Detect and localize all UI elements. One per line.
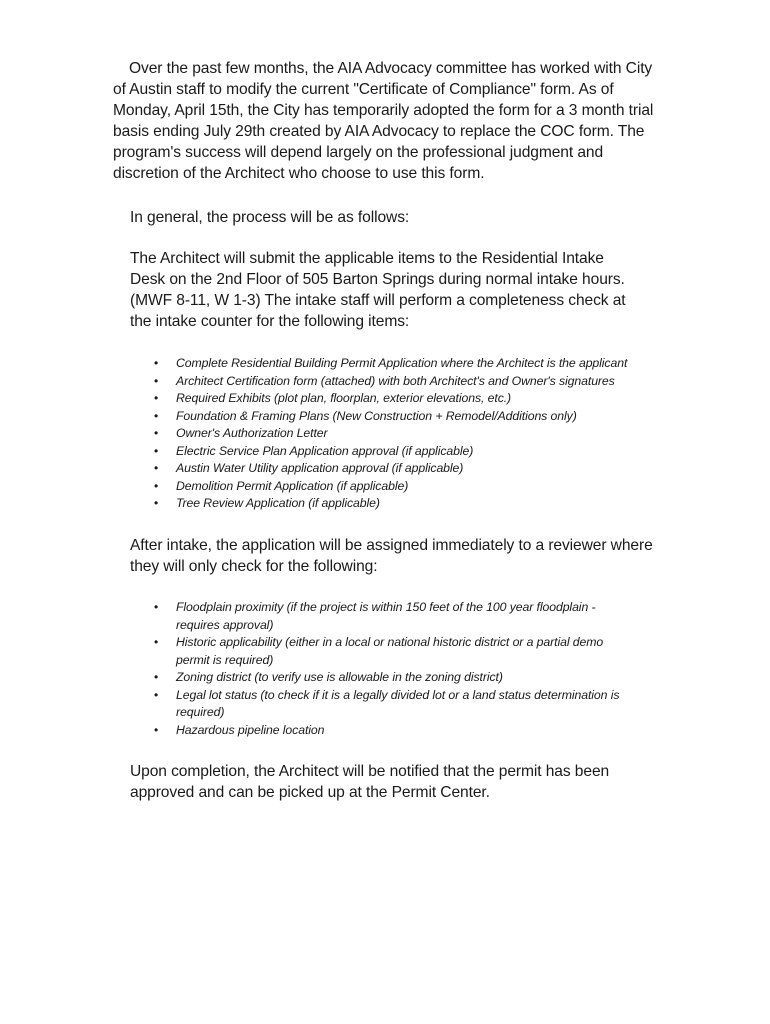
review-items-list: [154, 599, 634, 739]
list-item-text: Owner's Authorization Letter: [176, 426, 328, 440]
list-item-text: Austin Water Utility application approval (if applicable): [176, 461, 464, 475]
bullet-icon: •: [154, 635, 159, 649]
list-item: [154, 425, 674, 443]
list-item: [154, 478, 674, 496]
bullet-icon: •: [154, 600, 159, 614]
list-item-text: Required Exhibits (plot plan, floorplan, exterior elevations, etc.): [176, 391, 512, 405]
bullet-icon: •: [154, 496, 159, 510]
intake-items-list: [154, 355, 674, 513]
list-item-text: Hazardous pipeline location: [176, 722, 325, 737]
bullet-icon: •: [154, 391, 159, 405]
list-item: [154, 669, 634, 687]
list-item: [154, 355, 674, 373]
list-item: [154, 373, 674, 391]
list-item-text: Demolition Permit Application (if applicable): [176, 478, 409, 493]
bullet-icon: •: [154, 478, 159, 493]
completion-paragraph: Upon completion, the Architect will be notified that the permit has been approved and can be picked up at the Permit Center.: [130, 763, 610, 801]
list-item: [154, 460, 674, 478]
list-item: [154, 390, 674, 408]
list-item: [154, 495, 674, 513]
bullet-icon: •: [154, 461, 159, 475]
bullet-icon: •: [154, 443, 159, 458]
list-item-text: Architect Certification form (attached) with both Architect's and Owner's signatures: [176, 373, 615, 388]
list-item-text: Legal lot status (to check if it is a legally divided lot or a land status determination is required): [176, 687, 620, 719]
bullet-icon: •: [154, 722, 159, 737]
list-item: [154, 408, 674, 426]
submission-paragraph: The Architect will submit the applicable items to the Residential Intake Desk on the 2nd Floor of 505 Barton Springs during normal intake hours. (MWF 8-11, W 1-3) The intake staff will perform a completeness check at the intake counter for the following items:: [130, 250, 626, 330]
bullet-icon: •: [154, 356, 159, 370]
bullet-icon: •: [154, 426, 159, 440]
review-intro-paragraph: After intake, the application will be assigned immediately to a reviewer where they will only check for the following:: [130, 537, 653, 575]
list-item-text: Foundation & Framing Plans (New Construction + Remodel/Additions only): [176, 408, 577, 423]
list-item-text: Historic applicability (either in a local or national historic district or a partial demo permit is required): [176, 635, 604, 667]
list-item-text: Electric Service Plan Application approval (if applicable): [176, 443, 474, 458]
list-item-text: Floodplain proximity (if the project is within 150 feet of the 100 year floodplain - requires approval): [176, 600, 596, 632]
list-item-text: Complete Residential Building Permit Application where the Architect is the applicant: [176, 356, 628, 370]
bullet-icon: •: [154, 408, 159, 423]
bullet-icon: •: [154, 670, 159, 684]
list-item: [154, 722, 634, 740]
list-item: [154, 443, 674, 461]
process-intro-paragraph: In general, the process will be as follows:: [130, 209, 410, 226]
intro-paragraph: Over the past few months, the AIA Advocacy committee has worked with City of Austin staff to modify the current "Certificate of Compliance" form. As of Monday, April 15th, the City has temporarily adopted the form for a 3 month trial basis ending July 29th created by AIA Advocacy to replace the COC form. The program's success will depend largely on the professional judgment and discretion of the Architect who choose to use this form.: [113, 60, 654, 182]
list-item: [154, 634, 634, 669]
bullet-icon: •: [154, 373, 159, 388]
bullet-icon: •: [154, 687, 159, 702]
list-item-text: Zoning district (to verify use is allowable in the zoning district): [176, 670, 503, 684]
list-item-text: Tree Review Application (if applicable): [176, 496, 380, 510]
list-item: [154, 599, 634, 634]
list-item: [154, 687, 634, 722]
